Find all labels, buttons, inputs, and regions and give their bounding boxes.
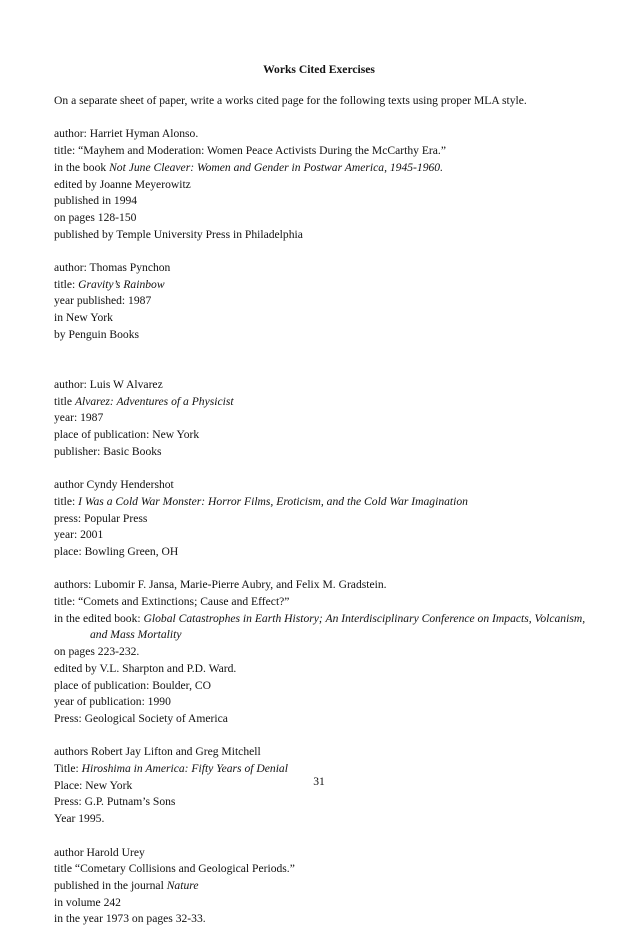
entry-text: authors: Lubomir F. Jansa, Marie-Pierre Aubry, and Felix M. Gradstein. <box>54 578 387 592</box>
page-number: 31 <box>313 775 325 788</box>
entry-line <box>54 911 614 928</box>
entry-text: title <box>54 394 75 408</box>
italic-title-text: Hiroshima in America: Fifty Years of Denial <box>81 762 288 776</box>
entry-text: title: <box>54 277 79 291</box>
entry-text: in volume 242 <box>54 895 121 909</box>
entry-line <box>54 327 614 344</box>
entry-line <box>54 377 614 394</box>
italic-title-text: I Was a Cold War Monster: Horror Films, Eroticism, and the Cold War Imagination <box>78 494 468 508</box>
entry-line <box>54 744 614 761</box>
spacer <box>54 828 614 845</box>
entry-line <box>54 611 614 628</box>
spacer <box>54 728 614 745</box>
entry-text: published by Temple University Press in Philadelphia <box>54 227 303 241</box>
entry-line <box>54 644 614 661</box>
entry-line <box>54 544 614 561</box>
citation-entry <box>54 845 614 928</box>
spacer <box>54 243 614 260</box>
entry-line <box>54 143 614 160</box>
entry-text: place: Bowling Green, OH <box>54 544 179 558</box>
entry-line <box>54 177 614 194</box>
entry-line <box>54 694 614 711</box>
entry-text: edited by V.L. Sharpton and P.D. Ward. <box>54 661 237 675</box>
entry-text: title: “Mayhem and Moderation: Women Peace Activists During the McCarthy Era.” <box>54 144 446 158</box>
citation-exercise-list <box>54 126 614 928</box>
entry-text: in the book <box>54 160 110 174</box>
entry-line <box>54 277 614 294</box>
entry-text: place of publication: New York <box>54 428 200 442</box>
entry-line <box>54 878 614 895</box>
entry-line <box>54 394 614 411</box>
italic-title-text: Alvarez: Adventures of a Physicist <box>74 394 234 408</box>
document-body <box>54 93 614 928</box>
entry-line <box>54 494 614 511</box>
entry-line <box>54 678 614 695</box>
spacer <box>54 460 614 477</box>
entry-line <box>54 895 614 912</box>
entry-text: author: Luis W Alvarez <box>54 377 163 391</box>
entry-text: title “Cometary Collisions and Geological Periods.” <box>54 862 295 876</box>
entry-text: title: “Comets and Extinctions; Cause and Effect?” <box>54 595 290 609</box>
entry-line <box>54 594 614 611</box>
entry-line <box>54 627 614 644</box>
entry-text: title: <box>54 494 79 508</box>
page-title: Works Cited Exercises <box>263 63 375 76</box>
entry-line <box>54 310 614 327</box>
entry-line <box>54 661 614 678</box>
citation-entry <box>54 477 614 561</box>
entry-line <box>54 427 614 444</box>
entry-text: year: 1987 <box>54 411 104 425</box>
entry-text: press: Popular Press <box>54 511 148 525</box>
entry-text: year: 2001 <box>54 528 104 542</box>
entry-line <box>54 711 614 728</box>
entry-text: author: Thomas Pynchon <box>54 261 171 274</box>
entry-line <box>54 126 614 143</box>
entry-line <box>54 811 614 828</box>
entry-line <box>54 861 614 878</box>
entry-line <box>54 410 614 427</box>
entry-text: Place: New York <box>54 778 133 792</box>
entry-text: published in the journal <box>54 878 167 892</box>
entry-line <box>54 845 614 862</box>
entry-text: place of publication: Boulder, CO <box>54 678 211 692</box>
entry-text: published in 1994 <box>54 194 138 208</box>
spacer <box>54 561 614 578</box>
entry-line <box>54 227 614 244</box>
entry-text: on pages 128-150 <box>54 210 137 224</box>
entry-text: by Penguin Books <box>54 327 140 341</box>
entry-line <box>54 511 614 528</box>
entry-text: Press: G.P. Putnam’s Sons <box>54 795 176 809</box>
citation-entry <box>54 377 614 461</box>
italic-title-text: Nature <box>166 878 199 892</box>
entry-text: author Cyndy Hendershot <box>54 478 174 492</box>
entry-text: on pages 223-232. <box>54 645 140 659</box>
entry-text: author Harold Urey <box>54 845 145 859</box>
entry-line <box>54 193 614 210</box>
citation-entry <box>54 260 614 344</box>
entry-line <box>54 527 614 544</box>
entry-line <box>54 577 614 594</box>
entry-text: authors Robert Jay Lifton and Greg Mitchell <box>54 745 261 759</box>
italic-title-text: Global Catastrophes in Earth History; An Interdisciplinary Conference on Impacts, Volcanism, <box>143 611 586 625</box>
entry-text: edited by Joanne Meyerowitz <box>54 177 191 191</box>
entry-text: in New York <box>54 311 113 325</box>
entry-text: Year 1995. <box>54 812 105 826</box>
entry-line <box>54 160 614 177</box>
entry-text: in the edited book: <box>54 611 144 625</box>
entry-text: publisher: Basic Books <box>54 444 162 458</box>
italic-title-text: Not June Cleaver: Women and Gender in Postwar America, 1945-1960. <box>109 160 443 174</box>
entry-line <box>54 477 614 494</box>
spacer <box>54 110 614 127</box>
entry-line <box>54 260 614 277</box>
entry-text: in the year 1973 on pages 32-33. <box>54 912 206 926</box>
spacer <box>54 344 614 377</box>
instruction-text: On a separate sheet of paper, write a works cited page for the following texts using proper MLA style. <box>54 94 527 107</box>
italic-title-text: and Mass Mortality <box>90 628 182 642</box>
entry-line <box>54 794 614 811</box>
italic-title-text: Gravity’s Rainbow <box>78 277 165 291</box>
entry-line <box>54 293 614 310</box>
entry-text: year published: 1987 <box>54 294 152 308</box>
entry-text: year of publication: 1990 <box>54 695 171 709</box>
entry-text: Press: Geological Society of America <box>54 711 228 725</box>
citation-entry <box>54 126 614 243</box>
entry-line <box>54 444 614 461</box>
entry-text: author: Harriet Hyman Alonso. <box>54 127 199 141</box>
entry-line <box>54 210 614 227</box>
citation-entry <box>54 577 614 727</box>
entry-text: Title: <box>54 762 82 776</box>
